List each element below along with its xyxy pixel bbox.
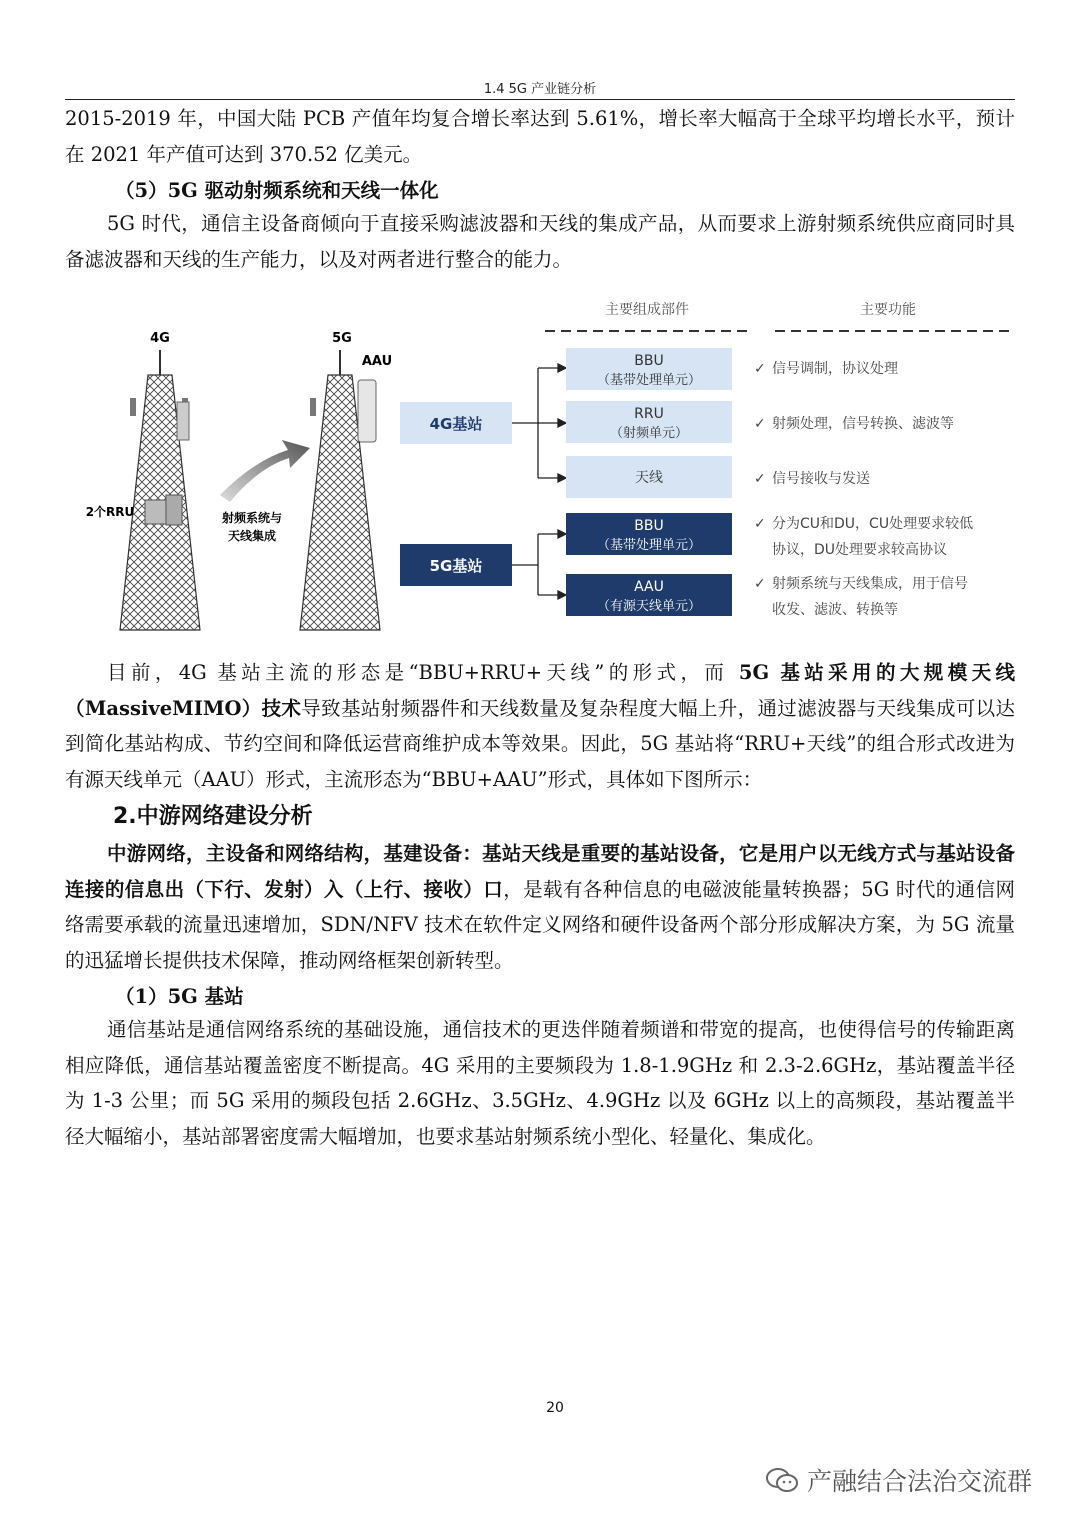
running-header: 1.4 5G 产业链分析 (483, 82, 597, 97)
function-aau-line1: 射频系统与天线集成，用于信号 (772, 576, 968, 592)
section2-rest: ，是载有各种信息的电磁波能量转换器；5G 时代的通信网络需要承载的流量迅速增加，SDN/NFV 技术在软件定义网络和硬件设备两个部分形成解决方案，为 5G 流量的迅猛增长提供技术保障，推动网络框架创新转型。 (65, 877, 1015, 972)
check-icon: ✓ (754, 516, 766, 532)
section2-heading: 2.中游网络建设分析 (113, 804, 313, 829)
section2-paragraph (65, 836, 1015, 978)
current-form-paragraph (65, 655, 1015, 797)
current-form-text-2: 导致基站射频器件和天线数量及复杂程度大幅上升，通过滤波器与天线集成可以达到简化基站构成、节约空间和降低运营商维护成本等效果。因此，5G 基站将“RRU+天线”的组合形式改进为有源天线单元（AAU）形式，主流形态为“BBU+AAU”形式，具体如下图所示： (65, 696, 1015, 791)
tower-5g-label: 5G (332, 331, 352, 346)
integration-arrow (220, 440, 310, 502)
page-number: 20 (546, 1400, 564, 1416)
antenna-label: 天线 (635, 470, 663, 486)
check-icon: ✓ (754, 471, 766, 487)
tower-4g (120, 350, 200, 630)
current-form-bold: 5G 基站采用的大规模天线（MassiveMIMO）技术 (65, 661, 1016, 720)
rru-label-box: RRU (634, 406, 664, 422)
rru-label: 2个RRU (85, 505, 135, 519)
section2-bold: 中游网络，主设备和网络结构，基建设备：基站天线是重要的基站设备，它是用户以无线方式与基站设备连接的信息出（下行、发射）入（上行、接收）口 (65, 842, 1015, 901)
wechat-icon (765, 1466, 799, 1494)
connectors-4g (512, 364, 566, 482)
arrow-label-2: 天线集成 (227, 529, 277, 543)
section1-heading: （1）5G 基站 (115, 985, 244, 1008)
check-icon: ✓ (754, 416, 766, 432)
current-form-text-1: 目前，4G 基站主流的形态是“BBU+RRU+天线”的形式，而 (107, 661, 739, 684)
function-antenna: 信号接收与发送 (772, 471, 870, 487)
check-icon: ✓ (754, 361, 766, 377)
watermark (765, 1462, 1032, 1498)
bbu-5g-desc: （基带处理单元） (596, 538, 702, 553)
watermark-text: 产融结合法治交流群 (807, 1467, 1033, 1496)
tower-4g-label: 4G (150, 331, 170, 346)
tower-5g (300, 350, 380, 630)
section1-paragraph: 通信基站是通信网络系统的基础设施，通信技术的更迭伴随着频谱和带宽的提高，也使得信号的传输距离相应降低，通信基站覆盖密度不断提高。4G 采用的主要频段为 1.8-1.9GHz 和 2.3-2.6GHz，基站覆盖半径为 1-3 公里；而 5G 采用的频段包括 2.6GHz、3.5GHz、4.9GHz 以及 6GHz 以上的高频段，基站覆盖半径大幅缩小，基站部署密度需大幅增加，也要求基站射频系统小型化、轻量化、集成化。 (65, 1018, 1015, 1148)
bbu-4g-label: BBU (634, 353, 664, 369)
function-bbu-4g: 信号调制，协议处理 (772, 361, 898, 377)
function-bbu-5g-line2: 协议，DU处理要求较高协议 (772, 542, 948, 558)
col-header-functions: 主要功能 (860, 302, 916, 318)
aau-box-label: AAU (634, 579, 664, 595)
section5-paragraph: 5G 时代，通信主设备商倾向于直接采购滤波器和天线的集成产品，从而要求上游射频系统供应商同时具备滤波器和天线的生产能力，以及对两者进行整合的能力。 (65, 212, 1015, 271)
arrow-label-1: 射频系统与 (221, 511, 283, 525)
function-rru: 射频处理，信号转换、滤波等 (772, 416, 954, 432)
aau-label: AAU (361, 354, 393, 369)
bbu-4g-desc: （基带处理单元） (596, 373, 702, 388)
function-aau-line2: 收发、滤波、转换等 (772, 602, 898, 618)
station-5g-label: 5G基站 (429, 557, 483, 575)
rru-desc: （射频单元） (609, 426, 689, 441)
base-station-figure (70, 290, 1030, 640)
check-icon: ✓ (754, 576, 766, 592)
aau-box-desc: （有源天线单元） (596, 599, 702, 614)
intro-paragraph: 2015-2019 年，中国大陆 PCB 产值年均复合增长率达到 5.61%，增长率大幅高于全球平均增长水平，预计在 2021 年产值可达到 370.52 亿美元。 (65, 107, 1015, 166)
section5-heading: （5）5G 驱动射频系统和天线一体化 (115, 179, 439, 202)
bbu-5g-label: BBU (634, 518, 664, 534)
col-header-components: 主要组成部件 (605, 302, 689, 318)
function-bbu-5g-line1: 分为CU和DU，CU处理要求较低 (772, 516, 974, 532)
header-rule (65, 99, 1015, 100)
station-4g-label: 4G基站 (429, 415, 483, 433)
connectors-5g (512, 530, 566, 599)
